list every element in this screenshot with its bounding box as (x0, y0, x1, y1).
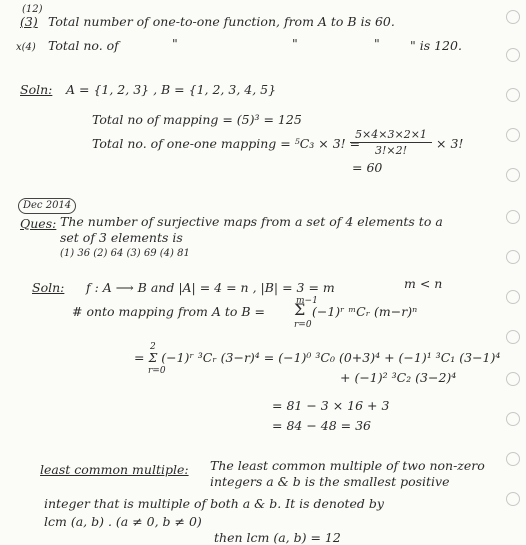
question-line-2: set of 3 elements is (60, 230, 183, 245)
expansion-line-1: = Σ (−1)ʳ ³Cᵣ (3−r)⁴ = (−1)⁰ ³C₀ (0+3)⁴ + (−1)¹ ³C₁ (3−1)⁴ (134, 350, 501, 365)
fraction-numerator: 5×4×3×2×1 (355, 128, 427, 141)
exam-date-tag: Dec 2014 (18, 198, 76, 214)
margin-hole-mark (506, 330, 520, 344)
margin-hole-mark (506, 210, 520, 224)
sum-upper-limit: m−1 (296, 296, 318, 306)
margin-hole-mark (506, 250, 520, 264)
q4-statement-left: Total no. of (48, 38, 119, 53)
q4-statement-right: " is 120. (410, 38, 462, 53)
margin-hole-mark (506, 128, 520, 142)
lcm-heading: least common multiple: (40, 462, 189, 477)
total-mapping-line: Total no of mapping = (5)³ = 125 (92, 112, 302, 127)
q4-tag: x(4) (16, 42, 36, 53)
summation-sign: Σ (294, 300, 306, 319)
margin-hole-mark (506, 168, 520, 182)
q3-statement: Total number of one-to-one function, from A to B is 60. (48, 14, 395, 29)
solution-label: Soln: (20, 82, 53, 97)
calculation-line-1: = 81 − 3 × 16 + 3 (272, 398, 390, 413)
answer-options: (1) 36 (2) 64 (3) 69 (4) 81 (60, 248, 190, 259)
lcm-definition-line-5: then lcm (a, b) = 12 (214, 530, 341, 545)
margin-hole-mark (506, 452, 520, 466)
margin-hole-mark (506, 492, 520, 506)
margin-hole-mark (506, 10, 520, 24)
ditto-mark: " (172, 36, 178, 51)
m-less-than-n: m < n (404, 276, 443, 291)
fraction-multiplier: × 3! (436, 136, 464, 151)
lcm-definition-line-3: integer that is multiple of both a & b. It is denoted by (44, 496, 384, 511)
sum-lower-limit: r=0 (294, 320, 312, 330)
question-label: Ques: (20, 216, 57, 231)
lcm-definition-line-4: lcm (a, b) . (a ≠ 0, b ≠ 0) (44, 514, 202, 529)
expand-sum-upper: 2 (150, 342, 156, 352)
calculation-line-2: = 84 − 48 = 36 (272, 418, 372, 433)
solution-2-label: Soln: (32, 280, 65, 295)
expansion-line-2: + (−1)² ³C₂ (3−2)⁴ (340, 370, 457, 385)
q3-extra-tag: (12) (22, 4, 43, 15)
q3-tag: (3) (20, 14, 38, 29)
expand-sum-lower: r=0 (148, 366, 166, 376)
one-one-result: = 60 (352, 160, 383, 175)
margin-hole-mark (506, 290, 520, 304)
fraction-denominator: 3!×2! (374, 144, 408, 157)
margin-hole-mark (506, 88, 520, 102)
ditto-mark: " (374, 36, 380, 51)
margin-hole-mark (506, 48, 520, 62)
lcm-definition-line-2: integers a & b is the smallest positive (210, 474, 450, 489)
set-definitions: A = {1, 2, 3} , B = {1, 2, 3, 4, 5} (66, 82, 277, 97)
margin-hole-mark (506, 372, 520, 386)
onto-formula-right: (−1)ʳ ᵐCᵣ (m−r)ⁿ (312, 304, 418, 319)
one-one-mapping-line: Total no. of one-one mapping = ⁵C₃ × 3! = (92, 136, 361, 151)
fraction (350, 128, 432, 157)
onto-formula-left: # onto mapping from A to B = (72, 304, 265, 319)
ditto-mark: " (292, 36, 298, 51)
lcm-definition-line-1: The least common multiple of two non-zero (210, 458, 485, 473)
question-line-1: The number of surjective maps from a set of 4 elements to a (60, 214, 443, 229)
margin-hole-mark (506, 412, 520, 426)
mapping-definition: f : A ⟶ B and |A| = 4 = n , |B| = 3 = m (86, 280, 335, 295)
